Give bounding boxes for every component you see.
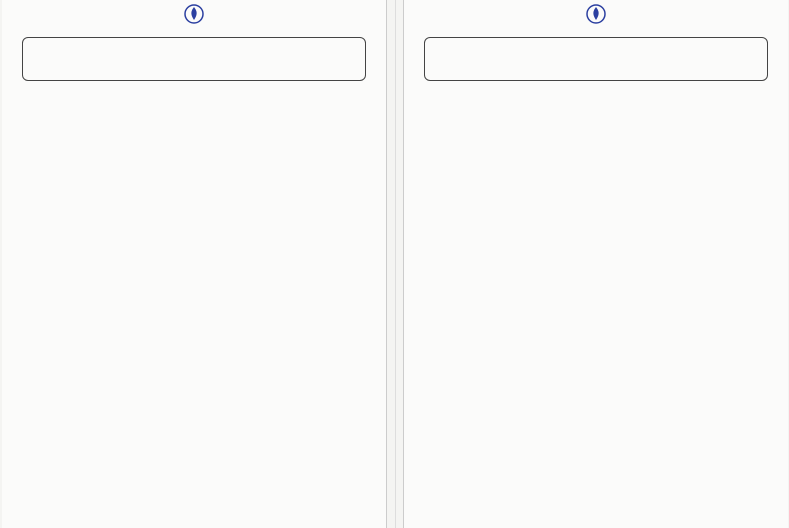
company-logo bbox=[585, 3, 607, 25]
page-gap bbox=[395, 0, 396, 528]
letterhead bbox=[2, 0, 386, 29]
letterhead bbox=[404, 0, 788, 29]
document-page-left bbox=[2, 0, 386, 528]
document-page-right bbox=[404, 0, 788, 528]
company-logo bbox=[183, 3, 205, 25]
tender-title-box bbox=[22, 37, 366, 81]
tender-title-box bbox=[424, 37, 768, 81]
